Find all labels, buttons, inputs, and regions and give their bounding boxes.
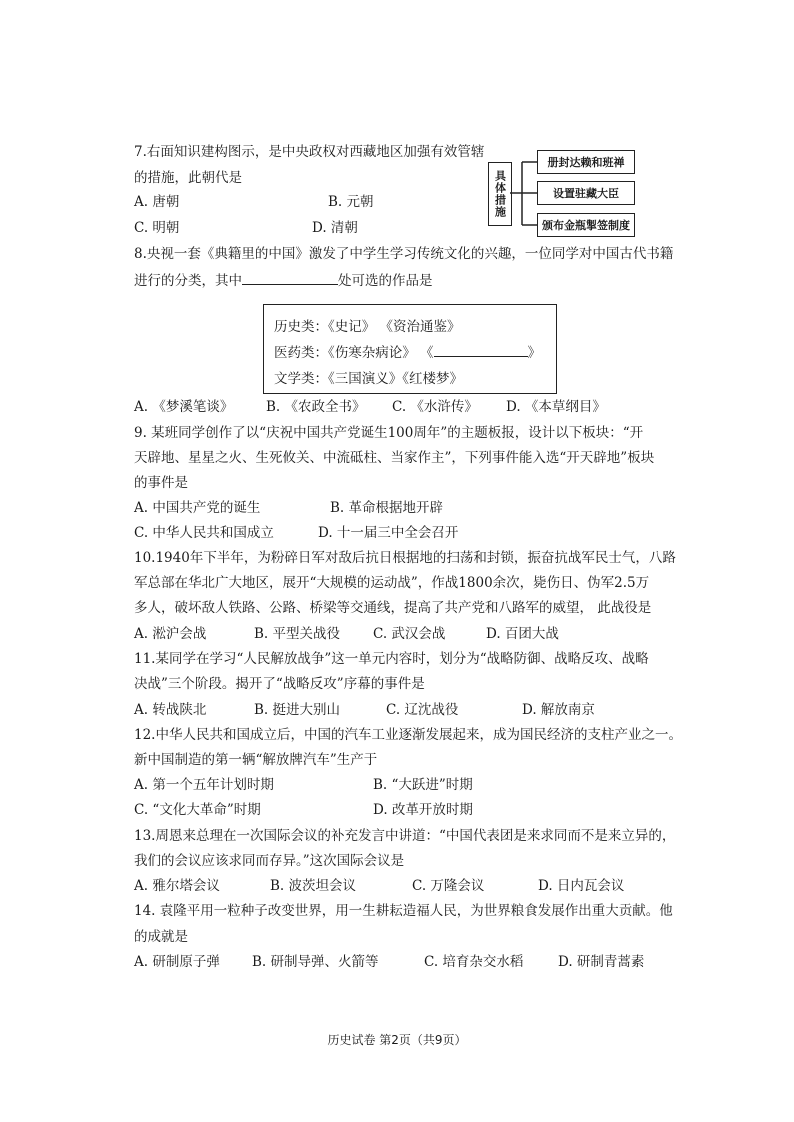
q9-option-b: B. 革命根据地开辟 bbox=[330, 500, 444, 516]
q12-option-d: D. 改革开放时期 bbox=[373, 802, 473, 818]
q10-stem-line2: 军总部在华北广大地区，展开“大规模的运动战”，作战1800余次，毙伤日、伪军2.5万 bbox=[134, 575, 650, 591]
q8-row-medicine-pre: 医药类：《伤寒杂病论》 《 bbox=[274, 345, 434, 361]
q13-option-d: D. 日内瓦会议 bbox=[538, 878, 625, 894]
q9-option-d: D. 十一届三中全会召开 bbox=[318, 525, 459, 541]
q13-option-c: C. 万隆会议 bbox=[412, 878, 485, 894]
q12-stem-line2: 新中国制造的第一辆“解放牌汽车”生产于 bbox=[134, 752, 378, 768]
q11-stem-line1: 11.某同学在学习“人民解放战争”这一单元内容时，划分为“战略防御、战略反攻、战略 bbox=[134, 651, 649, 667]
q10-option-d: D. 百团大战 bbox=[486, 626, 559, 642]
q8-option-a: A. 《梦溪笔谈》 bbox=[134, 399, 234, 415]
q7-diagram-connectors bbox=[510, 158, 540, 230]
q7-diagram-item-3: 颁布金瓶掣签制度 bbox=[537, 213, 635, 237]
q8-row-literature: 文学类：《三国演义》《红楼梦》 bbox=[274, 371, 463, 387]
q8-blank bbox=[242, 270, 338, 285]
q9-stem-line3: 的事件是 bbox=[134, 475, 188, 491]
q8-row-history: 历史类：《史记》 《资治通鉴》 bbox=[274, 319, 461, 335]
q12-stem-line1: 12.中华人民共和国成立后，中国的汽车工业逐渐发展起来，成为国民经济的支柱产业之一。 bbox=[134, 727, 682, 743]
q10-option-a: A. 淞沪会战 bbox=[134, 626, 207, 642]
q14-stem-line2: 的成就是 bbox=[134, 929, 188, 945]
q14-stem-line1: 14. 袁隆平用一粒种子改变世界，用一生耕耘造福人民，为世界粮食发展作出重大贡献。他 bbox=[134, 903, 673, 919]
q8-option-b: B. 《农政全书》 bbox=[266, 399, 366, 415]
q7-option-a: A. 唐朝 bbox=[134, 194, 180, 210]
q11-stem-line2: 决战”三个阶段。揭开了“战略反攻”序幕的事件是 bbox=[134, 676, 425, 692]
q9-stem-line1: 9. 某班同学创作了以“庆祝中国共产党诞生100周年”的主题板报，设计以下板块：“开 bbox=[134, 425, 644, 441]
q11-option-c: C. 辽沈战役 bbox=[386, 702, 459, 718]
q7-diagram-item-2: 设置驻藏大臣 bbox=[537, 181, 635, 205]
q12-option-b: B. “大跃进”时期 bbox=[373, 777, 473, 793]
q8-stem-line2-pre: 进行的分类，其中 bbox=[134, 273, 242, 289]
q9-option-a: A. 中国共产党的诞生 bbox=[134, 500, 261, 516]
q8-stem-line1: 8.央视一套《典籍里的中国》激发了中学生学习传统文化的兴趣，一位同学对中国古代书籍 bbox=[134, 246, 674, 262]
q7-diagram-main-box: 具体措施 bbox=[488, 162, 512, 226]
page-footer: 历史试卷 第2页（共9页） bbox=[327, 1033, 467, 1047]
q10-option-c: C. 武汉会战 bbox=[373, 626, 446, 642]
q10-stem-line3: 多人，破坏敌人铁路、公路、桥梁等交通线，提高了共产党和八路军的威望， 此战役是 bbox=[134, 600, 652, 616]
q7-option-d: D. 清朝 bbox=[312, 220, 358, 236]
q10-option-b: B. 平型关战役 bbox=[254, 626, 341, 642]
q11-option-a: A. 转战陕北 bbox=[134, 702, 207, 718]
q8-row-medicine-blank bbox=[434, 342, 528, 357]
q14-option-a: A. 研制原子弹 bbox=[134, 954, 220, 970]
q10-stem-line1: 10.1940年下半年，为粉碎日军对敌后抗日根据地的扫荡和封锁，振奋抗战军民士气，八路 bbox=[134, 550, 676, 566]
q7-stem-line1: 7.右面知识建构图示，是中央政权对西藏地区加强有效管辖 bbox=[134, 144, 485, 160]
q7-stem-line2: 的措施，此朝代是 bbox=[134, 170, 242, 186]
q7-option-c: C. 明朝 bbox=[134, 220, 180, 236]
q13-option-b: B. 波茨坦会议 bbox=[270, 878, 357, 894]
q14-option-b: B. 研制导弹、火箭等 bbox=[252, 954, 379, 970]
q13-stem-line1: 13.周恩来总理在一次国际会议的补充发言中讲道：“中国代表团是来求同而不是来立异的， bbox=[134, 828, 676, 844]
q8-option-d: D. 《本草纲目》 bbox=[506, 399, 606, 415]
q14-option-d: D. 研制青蒿素 bbox=[558, 954, 645, 970]
q9-stem-line2: 天辟地、星星之火、生死攸关、中流砥柱、当家作主”，下列事件能入选“开天辟地”板块 bbox=[134, 450, 655, 466]
q13-stem-line2: 我们的会议应该求同而存异。”这次国际会议是 bbox=[134, 853, 405, 869]
q14-option-c: C. 培育杂交水稻 bbox=[424, 954, 524, 970]
q9-option-c: C. 中华人民共和国成立 bbox=[134, 525, 274, 541]
q12-option-a: A. 第一个五年计划时期 bbox=[134, 777, 274, 793]
q8-stem-line2 bbox=[134, 270, 433, 290]
q11-option-b: B. 挺进大别山 bbox=[254, 702, 341, 718]
q13-option-a: A. 雅尔塔会议 bbox=[134, 878, 220, 894]
q8-option-c: C. 《水浒传》 bbox=[392, 399, 478, 415]
q12-option-c: C. “文化大革命”时期 bbox=[134, 802, 261, 818]
q11-option-d: D. 解放南京 bbox=[522, 702, 595, 718]
q7-diagram-item-1: 册封达赖和班禅 bbox=[537, 150, 635, 174]
q7-option-b: B. 元朝 bbox=[328, 194, 374, 210]
q8-book-table bbox=[263, 304, 557, 394]
q8-row-medicine-post: 》 bbox=[527, 345, 542, 361]
q8-stem-line2-post: 处可选的作品是 bbox=[338, 273, 433, 289]
q8-row-medicine bbox=[274, 341, 541, 361]
